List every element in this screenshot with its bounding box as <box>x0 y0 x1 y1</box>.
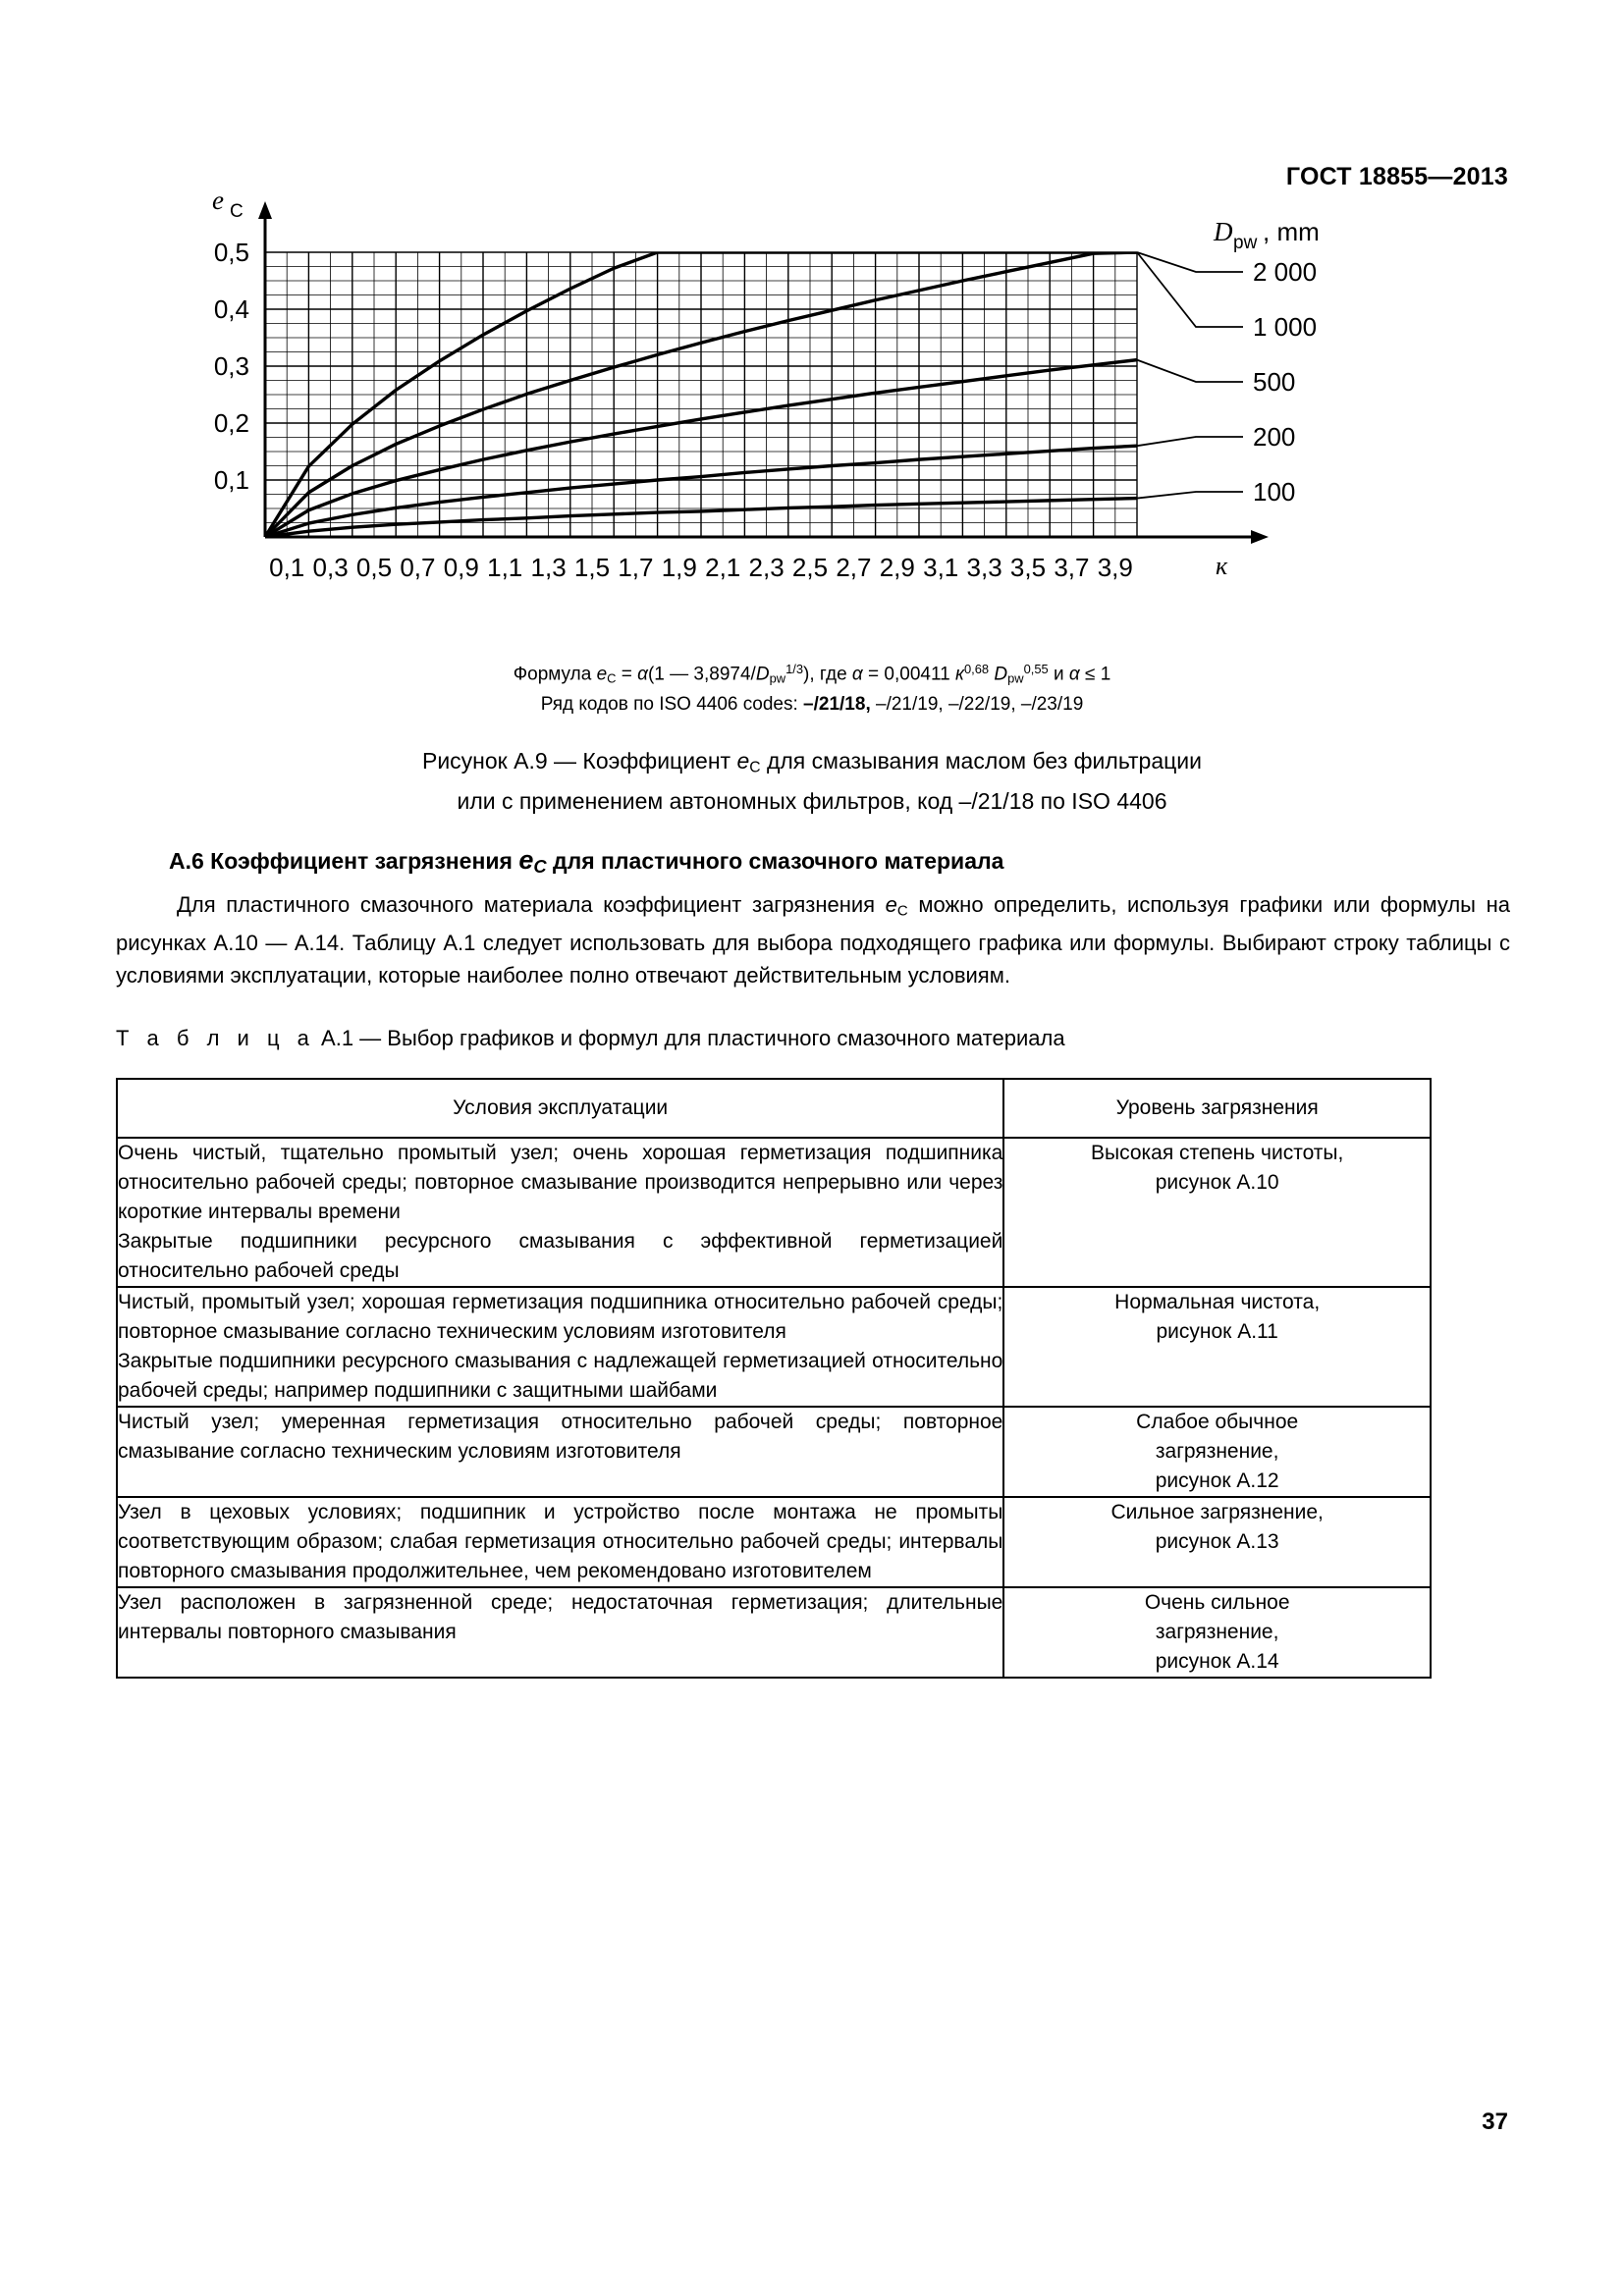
figure-caption <box>0 744 1624 819</box>
x-axis-arrow <box>1251 530 1269 544</box>
section-paragraph: Для пластичного смазочного материала коэффициент загрязнения $e_C$ можно определить, используя графики или формулы на рисунках А.10 — А.14. Таблицу А.1 следует использовать для выбора подходящего графика или формулы. Выбирают строку таблицы с условиями эксплуатации, которые наиболее полно отвечают действительным условиям. <box>116 892 1510 988</box>
x-axis-tick-label: 3,1 <box>923 553 959 582</box>
section-heading-symbol: $e_C$ <box>518 845 547 878</box>
x-axis-tick-label: 2,5 <box>791 553 829 582</box>
level-line: рисунок А.13 <box>1155 1530 1279 1553</box>
legend-label: 100 <box>1253 477 1296 507</box>
x-axis-tick-label: 1,9 <box>661 553 697 582</box>
table-caption <box>116 1026 1065 1051</box>
section-heading-lead: А.6 Коэффициент загрязнения <box>169 848 519 874</box>
x-axis-tick-label: 0,1 <box>269 553 305 582</box>
legend-title-unit: , mm <box>1263 217 1320 246</box>
legend-leader-line <box>1137 252 1243 272</box>
figure-a9-chart <box>116 186 1510 614</box>
level-line: рисунок А.12 <box>1155 1469 1279 1492</box>
x-axis-tick-label: 2,3 <box>748 553 785 582</box>
condition-paragraph: Чистый узел; умеренная герметизация относительно рабочей среды; повторное смазывание согласно техническим условиям изготовителя <box>118 1411 1003 1463</box>
formula-mid2: ), где <box>803 664 852 685</box>
table-cell-level <box>1003 1497 1431 1587</box>
x-axis-tick-label: 2,9 <box>879 553 915 582</box>
paragraph-tail: можно определить, используя графики или формулы на рисунках А.10 — А.14. Таблицу А.1 следует использовать для выбора подходящего графика или формулы. Выбирают строку таблицы с условиями эксплуатации, которые наиболее полно отвечают действительным условиям. <box>116 892 1510 988</box>
level-line: Нормальная чистота, <box>1114 1291 1321 1313</box>
y-axis-title: e <box>212 186 224 215</box>
condition-paragraph: Очень чистый, тщательно промытый узел; очень хорошая герметизация подшипника относительно рабочей среды; повторное смазывание производится непрерывно или через короткие интервалы времени <box>118 1142 1003 1223</box>
level-line: загрязнение, <box>1155 1621 1279 1643</box>
table-cell-conditions <box>117 1407 1003 1497</box>
table-cell-level <box>1003 1407 1431 1497</box>
figure-codes-line <box>0 691 1624 718</box>
x-axis-tick-label: 3,3 <box>966 553 1002 582</box>
x-axis-tick-label: 1,7 <box>618 553 654 582</box>
x-axis-tick-label: 3,7 <box>1054 553 1090 582</box>
condition-paragraph: Чистый, промытый узел; хорошая герметизация подшипника относительно рабочей среды; повторное смазывание согласно техническим условиям изготовителя <box>118 1291 1003 1343</box>
table-caption-label: Т а б л и ц а <box>116 1026 315 1050</box>
x-axis-tick-label: 0,9 <box>443 553 479 582</box>
x-axis-tick-label: 1,5 <box>573 553 611 582</box>
level-line: Сильное загрязнение, <box>1110 1501 1324 1523</box>
x-axis-title: к <box>1216 552 1228 580</box>
legend-title-subscript: pw <box>1233 233 1258 253</box>
table-cell-conditions <box>117 1138 1003 1287</box>
x-axis-tick-label: 1,3 <box>530 553 567 582</box>
table-cell-conditions <box>117 1287 1003 1407</box>
codes-lead: Ряд кодов по ISO 4406 codes: <box>540 694 804 716</box>
condition-paragraph: Закрытые подшипники ресурсного смазывания с эффективной герметизацией относительно рабочей среды <box>118 1230 1003 1282</box>
legend-label: 2 000 <box>1253 257 1318 287</box>
level-line: загрязнение, <box>1155 1440 1279 1463</box>
page-header-standard-number: ГОСТ 18855—2013 <box>1285 163 1508 190</box>
formula-tail: ≤ 1 <box>1079 664 1111 685</box>
figure-caption-tail: для смазывания маслом без фильтрации <box>760 748 1202 774</box>
legend-leader-line <box>1137 437 1243 446</box>
table-body <box>117 1138 1431 1678</box>
formula-eq: = <box>616 664 638 685</box>
figure-caption-lead: Рисунок А.9 — Коэффициент <box>421 748 737 774</box>
figure-formula-line: Формула $e_C = \alpha(1$ — $3,8974/D_{pw}^{1/3}$), где α = 0,00411 $к^{0,68}$ $D_{pw}^{0,55}$ и α ≤ 1 <box>513 662 1111 686</box>
figure-caption-line2: или с применением автономных фильтров, код –/21/18 по ISO 4406 <box>457 788 1167 815</box>
table-header-row <box>117 1079 1431 1138</box>
condition-paragraph: Узел в цеховых условиях; подшипник и устройство после монтажа не промыты соответствующим образом; слабая герметизация относительно рабочей среды; интервалы повторного смазывания продолжительнее, чем рекомендовано изготовителем <box>118 1501 1003 1582</box>
y-axis-tick-label: 0,4 <box>213 294 249 324</box>
x-axis-tick-label: 2,7 <box>836 553 872 582</box>
table-caption-text: А.1 — Выбор графиков и формул для пластичного смазочного материала <box>314 1026 1065 1050</box>
table-header-conditions: Условия эксплуатации <box>117 1079 1003 1138</box>
legend-label: 1 000 <box>1253 312 1318 342</box>
table-row <box>117 1587 1431 1678</box>
x-axis-tick-label: 3,5 <box>1009 553 1047 582</box>
section-heading-a6 <box>169 845 1003 878</box>
level-line: Слабое обычное <box>1136 1411 1299 1433</box>
legend-label: 500 <box>1253 367 1296 397</box>
x-axis-tick-label: 2,1 <box>705 553 741 582</box>
table-row <box>117 1287 1431 1407</box>
x-axis-tick-label: 0,3 <box>312 553 349 582</box>
table-cell-level <box>1003 1587 1431 1678</box>
figure-formula-block <box>0 656 1624 718</box>
x-axis-tick-label: 0,7 <box>400 553 436 582</box>
level-line: рисунок А.11 <box>1156 1320 1278 1343</box>
x-axis-tick-label: 3,9 <box>1097 553 1133 582</box>
formula-mid4: и <box>1048 664 1069 685</box>
figure-caption-line1: Рисунок А.9 — Коэффициент $e_C$ для смазывания маслом без фильтрации <box>421 748 1202 776</box>
level-line: рисунок А.14 <box>1155 1650 1279 1673</box>
condition-paragraph: Закрытые подшипники ресурсного смазывания с надлежащей герметизацией относительно рабочей среды; например подшипники с защитными шайбами <box>118 1350 1003 1402</box>
paragraph-lead: Для пластичного смазочного материала коэффициент загрязнения <box>177 892 886 917</box>
x-axis-tick-label: 0,5 <box>355 553 393 582</box>
legend-title-symbol: D <box>1214 217 1233 246</box>
legend-leader-line <box>1137 360 1243 382</box>
formula-mid1: (1 — 3,8974/ <box>647 664 756 685</box>
y-axis-tick-label: 0,5 <box>213 238 249 267</box>
level-line: Высокая степень чистоты, <box>1090 1142 1344 1164</box>
section-heading-tail: для пластичного смазочного материала <box>546 848 1004 874</box>
page-number: 37 <box>1482 2109 1508 2135</box>
y-axis-tick-label: 0,2 <box>213 408 249 438</box>
figure-a9 <box>116 186 1510 614</box>
y-axis-tick-label: 0,3 <box>213 351 249 381</box>
legend-label: 200 <box>1253 422 1296 452</box>
table-cell-level <box>1003 1287 1431 1407</box>
formula-lead: Формула <box>513 664 597 685</box>
legend-leader-line <box>1137 492 1243 499</box>
codes-rest: –/21/19, –/22/19, –/23/19 <box>870 694 1084 716</box>
level-line: рисунок А.10 <box>1155 1171 1279 1194</box>
table-header-level: Уровень загрязнения <box>1003 1079 1431 1138</box>
table-row <box>117 1138 1431 1287</box>
level-line: Очень сильное <box>1144 1591 1290 1614</box>
codes-primary: –/21/18, <box>803 694 871 716</box>
condition-paragraph: Узел расположен в загрязненной среде; недостаточная герметизация; длительные интервалы повторного смазывания <box>118 1591 1003 1643</box>
table-row <box>117 1407 1431 1497</box>
table-cell-conditions <box>117 1587 1003 1678</box>
legend-leader-line <box>1137 252 1243 327</box>
table-cell-level <box>1003 1138 1431 1287</box>
y-axis-title-subscript: C <box>230 201 244 222</box>
table-a1 <box>116 1078 1432 1679</box>
x-axis-tick-label: 1,1 <box>487 553 523 582</box>
table-row <box>117 1497 1431 1587</box>
y-axis-arrow <box>258 201 272 219</box>
formula-mid3: = 0,00411 <box>862 664 955 685</box>
table-cell-conditions <box>117 1497 1003 1587</box>
y-axis-tick-label: 0,1 <box>213 465 249 495</box>
